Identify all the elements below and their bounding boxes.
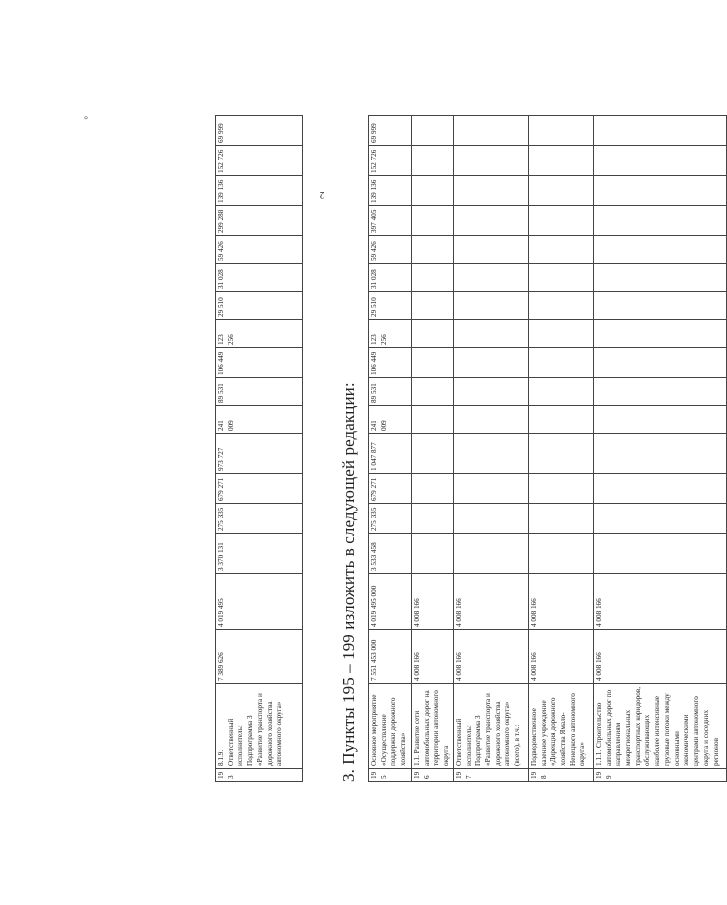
value-cell xyxy=(593,348,726,378)
value-cell xyxy=(453,504,528,534)
value-cell xyxy=(453,264,528,292)
value-cell xyxy=(412,236,454,264)
value-cell: 3 533 458 xyxy=(369,534,412,574)
value-cell: 89 531 xyxy=(216,378,303,406)
value-cell: 4 008 166 xyxy=(453,574,528,630)
value-cell: 241 009 xyxy=(369,406,412,434)
value-cell xyxy=(412,348,454,378)
value-cell xyxy=(453,206,528,236)
value-cell xyxy=(593,206,726,236)
value-cell: 152 726 xyxy=(216,146,303,176)
value-cell: 299 288 xyxy=(216,206,303,236)
value-cell xyxy=(412,320,454,348)
value-cell xyxy=(453,236,528,264)
table-main xyxy=(368,115,727,782)
value-cell: 973 727 xyxy=(216,434,303,474)
value-cell: 69 999 xyxy=(369,116,412,146)
value-cell xyxy=(453,320,528,348)
value-cell: 7 551 453 000 xyxy=(369,630,412,684)
row-number-cell: 196 xyxy=(412,769,454,782)
value-cell xyxy=(412,264,454,292)
rotated-content xyxy=(83,112,720,792)
value-cell xyxy=(453,378,528,406)
value-cell xyxy=(593,292,726,320)
value-cell xyxy=(453,116,528,146)
value-cell xyxy=(528,146,593,176)
value-cell: 275 335 xyxy=(369,504,412,534)
row-name-cell: 1.1. Развитие сети автомобильных дорог на территории автономного округа xyxy=(412,684,454,769)
value-cell xyxy=(593,474,726,504)
value-cell xyxy=(528,236,593,264)
value-cell: 4 008 166 xyxy=(412,574,454,630)
value-cell xyxy=(528,320,593,348)
value-cell: 4 008 166 xyxy=(528,630,593,684)
page-number: 2 xyxy=(319,189,325,200)
value-cell: 123 256 xyxy=(369,320,412,348)
row-number-cell: 198 xyxy=(528,769,593,782)
value-cell xyxy=(528,474,593,504)
value-cell: 397 405 xyxy=(369,206,412,236)
value-cell: 4 008 166 xyxy=(593,630,726,684)
value-cell: 139 136 xyxy=(216,176,303,206)
value-cell xyxy=(593,116,726,146)
value-cell xyxy=(528,434,593,474)
value-cell: 89 531 xyxy=(369,378,412,406)
row-number-cell: 199 xyxy=(593,769,726,782)
value-cell xyxy=(412,474,454,504)
value-cell xyxy=(528,116,593,146)
value-cell xyxy=(593,534,726,574)
value-cell: 106 449 xyxy=(369,348,412,378)
value-cell xyxy=(593,146,726,176)
value-cell: 29 510 xyxy=(216,292,303,320)
row-number-cell: 197 xyxy=(453,769,528,782)
value-cell: 4 008 166 xyxy=(593,574,726,630)
value-cell: 4 008 166 xyxy=(453,630,528,684)
value-cell: 679 271 xyxy=(216,474,303,504)
value-cell xyxy=(453,146,528,176)
table-top xyxy=(215,115,303,782)
value-cell xyxy=(593,434,726,474)
value-cell xyxy=(412,534,454,574)
value-cell xyxy=(412,434,454,474)
value-cell xyxy=(412,406,454,434)
table-row xyxy=(412,116,454,782)
value-cell xyxy=(593,236,726,264)
value-cell: 7 389 626 xyxy=(216,630,303,684)
value-cell xyxy=(412,146,454,176)
row-name-cell: 1.1.1. Строительство автомобильных дорог по направлениям межрегиональных транспортных коридоров, обслуживающих наиболее интенсивные грузовые потоки между основными экономическими центрами автономного округа и соседних регионов xyxy=(593,684,726,769)
value-cell: 679 271 xyxy=(369,474,412,504)
value-cell xyxy=(412,504,454,534)
value-cell xyxy=(593,504,726,534)
row-name-cell: Основное мероприятие «Осуществление поддержки дорожного хозяйства» xyxy=(369,684,412,769)
value-cell xyxy=(412,378,454,406)
value-cell: 3 370 131 xyxy=(216,534,303,574)
value-cell: 29 510 xyxy=(369,292,412,320)
table-row xyxy=(453,116,528,782)
value-cell xyxy=(593,176,726,206)
section-heading: 3. Пункты 195 – 199 изложить в следующей редакции: xyxy=(339,382,358,782)
value-cell: 59 426 xyxy=(369,236,412,264)
value-cell: 31 028 xyxy=(216,264,303,292)
value-cell xyxy=(453,292,528,320)
value-cell xyxy=(412,292,454,320)
value-cell xyxy=(528,206,593,236)
value-cell xyxy=(593,406,726,434)
value-cell xyxy=(412,176,454,206)
table-row xyxy=(528,116,593,782)
value-cell xyxy=(412,116,454,146)
row-name-cell: Подведомственное казенное учреждение «Дирекция дорожного хозяйства Ямало-Ненецкого автономного округа» xyxy=(528,684,593,769)
value-cell: 123 256 xyxy=(216,320,303,348)
value-cell: 4 019 495 xyxy=(216,574,303,630)
table-row xyxy=(216,116,303,782)
value-cell xyxy=(528,348,593,378)
value-cell xyxy=(528,292,593,320)
value-cell xyxy=(412,206,454,236)
value-cell xyxy=(528,534,593,574)
value-cell xyxy=(528,378,593,406)
value-cell: 31 028 xyxy=(369,264,412,292)
value-cell xyxy=(528,504,593,534)
value-cell: 275 335 xyxy=(216,504,303,534)
table-row xyxy=(593,116,726,782)
value-cell xyxy=(593,264,726,292)
table-row xyxy=(369,116,412,782)
value-cell xyxy=(528,176,593,206)
value-cell: 139 136 xyxy=(369,176,412,206)
value-cell xyxy=(453,534,528,574)
value-cell: 4 008 166 xyxy=(412,630,454,684)
value-cell: 4 008 166 xyxy=(528,574,593,630)
value-cell xyxy=(528,406,593,434)
value-cell: 4 019 495 000 xyxy=(369,574,412,630)
value-cell: 106 449 xyxy=(216,348,303,378)
row-name-cell: 8.1.9. Ответственный исполнитель: Подпрограмма 3 «Развитие транспорта и дорожного хозяйства автономного округа» xyxy=(216,684,303,769)
row-number-cell: 193 xyxy=(216,769,303,782)
value-cell xyxy=(593,320,726,348)
value-cell: 1 047 877 xyxy=(369,434,412,474)
row-number-cell: 195 xyxy=(369,769,412,782)
value-cell: 152 726 xyxy=(369,146,412,176)
value-cell xyxy=(453,406,528,434)
scan-mark: ° xyxy=(83,116,93,120)
value-cell: 59 426 xyxy=(216,236,303,264)
value-cell xyxy=(593,378,726,406)
value-cell xyxy=(453,176,528,206)
value-cell: 69 999 xyxy=(216,116,303,146)
value-cell xyxy=(453,434,528,474)
value-cell xyxy=(528,264,593,292)
value-cell: 241 009 xyxy=(216,406,303,434)
row-name-cell: Ответственный исполнитель: Подпрограмма 3 «Развитие транспорта и дорожного хозяйства автономного округа» (всего), в т.ч.: xyxy=(453,684,528,769)
value-cell xyxy=(453,348,528,378)
value-cell xyxy=(453,474,528,504)
